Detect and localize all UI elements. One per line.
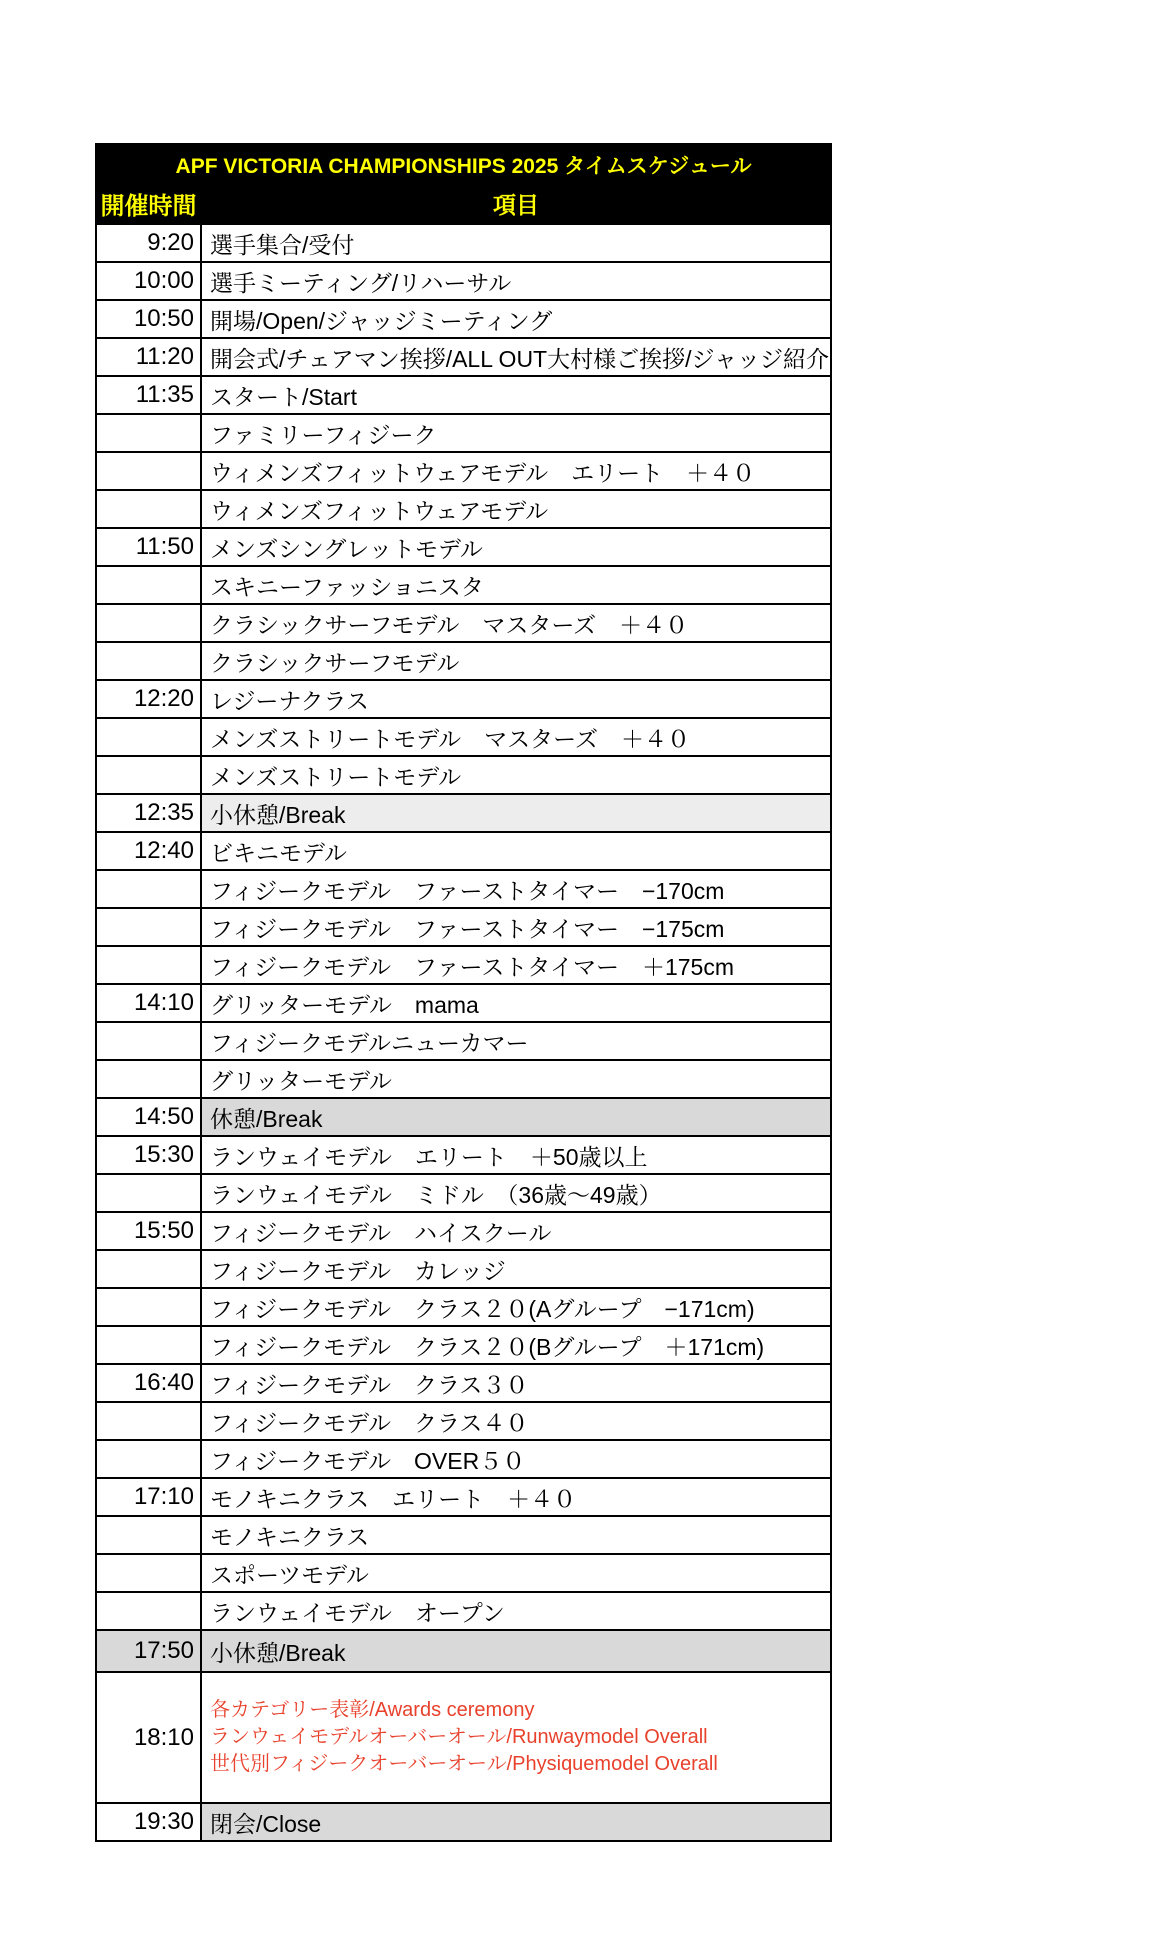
time-cell: 11:20 xyxy=(97,339,202,375)
time-cell xyxy=(97,1555,202,1591)
time-cell xyxy=(97,1403,202,1439)
item-cell: クラシックサーフモデル マスターズ ＋４０ xyxy=(210,611,689,638)
time-cell: 10:00 xyxy=(97,263,202,299)
item-cell: フィジークモデル クラス４０ xyxy=(210,1409,529,1436)
item-cell: 開場/Open/ジャッジミーティング xyxy=(210,307,553,334)
item-cell: 閉会/Close xyxy=(202,1804,830,1840)
time-cell: 15:30 xyxy=(97,1137,202,1173)
time-cell: 17:10 xyxy=(97,1479,202,1515)
table-row xyxy=(97,565,830,603)
item-cell: フィジークモデル ファーストタイマー −175cm xyxy=(210,915,725,942)
time-cell: 10:50 xyxy=(97,301,202,337)
item-cell: フィジークモデル カレッジ xyxy=(210,1257,506,1284)
item-cell xyxy=(202,1673,830,1802)
time-cell xyxy=(97,415,202,451)
table-body xyxy=(97,223,830,1840)
item-cell: フィジークモデルニューカマー xyxy=(210,1029,529,1056)
table-row xyxy=(97,679,830,717)
item-line: ランウェイモデルオーバーオール/Runwaymodel Overall xyxy=(210,1726,708,1748)
item-cell: ウィメンズフィットウェアモデル エリート ＋４０ xyxy=(210,459,756,486)
table-row xyxy=(97,1477,830,1515)
table-row xyxy=(97,1135,830,1173)
table-row xyxy=(97,1287,830,1325)
time-cell: 11:50 xyxy=(97,529,202,565)
time-cell: 18:10 xyxy=(97,1673,202,1802)
time-cell xyxy=(97,491,202,527)
table-row xyxy=(97,1059,830,1097)
item-cell: クラシックサーフモデル xyxy=(210,649,460,676)
time-cell xyxy=(97,1061,202,1097)
item-cell: グリッターモデル xyxy=(210,1067,392,1094)
time-cell: 14:10 xyxy=(97,985,202,1021)
page-title: APF VICTORIA CHAMPIONSHIPS 2025 タイムスケジュール xyxy=(97,145,830,184)
table-row xyxy=(97,1553,830,1591)
time-cell xyxy=(97,453,202,489)
table-row xyxy=(97,641,830,679)
table-row xyxy=(97,1671,830,1802)
item-cell: ランウェイモデル オープン xyxy=(210,1599,505,1626)
table-row xyxy=(97,1249,830,1287)
item-cell: フィジークモデル ファーストタイマー ＋175cm xyxy=(210,953,734,980)
item-cell: フィジークモデル クラス２０(Aグループ −171cm) xyxy=(210,1295,755,1322)
table-row xyxy=(97,603,830,641)
item-cell: 開会式/チェアマン挨拶/ALL OUT大村様ご挨拶/ジャッジ紹介 xyxy=(210,345,830,372)
time-cell xyxy=(97,643,202,679)
item-cell: フィジークモデル クラス２０(Bグループ ＋171cm) xyxy=(210,1333,765,1360)
item-cell: スキニーファッショニスタ xyxy=(210,573,484,600)
time-cell xyxy=(97,1517,202,1553)
time-cell xyxy=(97,1593,202,1629)
header-item-column: 項目 xyxy=(493,192,539,218)
time-cell: 12:20 xyxy=(97,681,202,717)
table-header xyxy=(97,184,830,223)
table-row xyxy=(97,793,830,831)
time-cell xyxy=(97,757,202,793)
table-row xyxy=(97,755,830,793)
item-cell: ビキニモデル xyxy=(210,839,347,866)
item-cell: メンズストリートモデル xyxy=(210,763,462,790)
time-cell xyxy=(97,947,202,983)
item-cell: フィジークモデル ファーストタイマー −170cm xyxy=(210,877,725,904)
item-cell: 休憩/Break xyxy=(202,1099,830,1135)
table-row xyxy=(97,337,830,375)
time-cell xyxy=(97,1251,202,1287)
item-cell: ランウェイモデル ミドル （36歳～49歳） xyxy=(210,1181,662,1208)
item-cell: ランウェイモデル エリート ＋50歳以上 xyxy=(210,1143,648,1170)
time-cell: 19:30 xyxy=(97,1804,202,1840)
table-row xyxy=(97,489,830,527)
item-cell: ファミリーフィジーク xyxy=(210,421,437,448)
time-cell xyxy=(97,1023,202,1059)
table-row xyxy=(97,1401,830,1439)
time-cell xyxy=(97,871,202,907)
item-cell: フィジークモデル クラス３０ xyxy=(210,1371,529,1398)
table-row xyxy=(97,1021,830,1059)
item-cell: モノキニクラス xyxy=(210,1523,370,1550)
table-row xyxy=(97,1325,830,1363)
time-cell xyxy=(97,1327,202,1363)
table-row xyxy=(97,1591,830,1629)
time-cell xyxy=(97,1289,202,1325)
table-row xyxy=(97,1439,830,1477)
item-cell: スポーツモデル xyxy=(210,1561,369,1588)
table-row xyxy=(97,375,830,413)
time-cell: 11:35 xyxy=(97,377,202,413)
item-cell: ウィメンズフィットウェアモデル xyxy=(210,497,549,524)
item-cell: スタート/Start xyxy=(210,383,357,410)
table-row xyxy=(97,261,830,299)
table-row xyxy=(97,413,830,451)
time-cell: 17:50 xyxy=(97,1631,202,1671)
time-cell xyxy=(97,1441,202,1477)
table-row xyxy=(97,299,830,337)
time-cell: 15:50 xyxy=(97,1213,202,1249)
item-line: 世代別フィジークオーバーオール/Physiquemodel Overall xyxy=(210,1753,718,1775)
time-cell xyxy=(97,1175,202,1211)
table-row xyxy=(97,451,830,489)
table-row xyxy=(97,1515,830,1553)
table-row xyxy=(97,1173,830,1211)
item-cell: モノキニクラス エリート ＋４０ xyxy=(210,1485,577,1512)
item-cell: 小休憩/Break xyxy=(202,1631,830,1671)
item-cell: 小休憩/Break xyxy=(202,795,830,831)
time-cell xyxy=(97,605,202,641)
item-cell: グリッターモデル mama xyxy=(210,991,479,1018)
item-cell: フィジークモデル OVER５０ xyxy=(210,1447,526,1474)
item-cell: メンズシングレットモデル xyxy=(210,535,483,562)
table-row xyxy=(97,717,830,755)
time-cell xyxy=(97,567,202,603)
item-cell: 選手集合/受付 xyxy=(210,231,355,258)
time-cell: 12:35 xyxy=(97,795,202,831)
table-row xyxy=(97,869,830,907)
item-cell: レジーナクラス xyxy=(210,687,369,714)
time-cell: 9:20 xyxy=(97,225,202,261)
table-row xyxy=(97,223,830,261)
item-cell: 選手ミーティング/リハーサル xyxy=(210,269,512,296)
time-cell: 14:50 xyxy=(97,1099,202,1135)
table-row xyxy=(97,1802,830,1840)
table-row xyxy=(97,907,830,945)
time-cell xyxy=(97,909,202,945)
table-row xyxy=(97,1211,830,1249)
item-cell: メンズストリートモデル マスターズ ＋４０ xyxy=(210,725,691,752)
time-cell: 16:40 xyxy=(97,1365,202,1401)
table-row xyxy=(97,831,830,869)
time-cell: 12:40 xyxy=(97,833,202,869)
header-time-column: 開催時間 xyxy=(97,184,202,223)
table-row xyxy=(97,945,830,983)
table-row xyxy=(97,527,830,565)
time-cell xyxy=(97,719,202,755)
table-row xyxy=(97,1629,830,1671)
table-row xyxy=(97,983,830,1021)
schedule-table xyxy=(95,143,832,1842)
table-row xyxy=(97,1363,830,1401)
table-row xyxy=(97,1097,830,1135)
item-line: 各カテゴリー表彰/Awards ceremony xyxy=(210,1699,535,1721)
item-cell: フィジークモデル ハイスクール xyxy=(210,1219,552,1246)
